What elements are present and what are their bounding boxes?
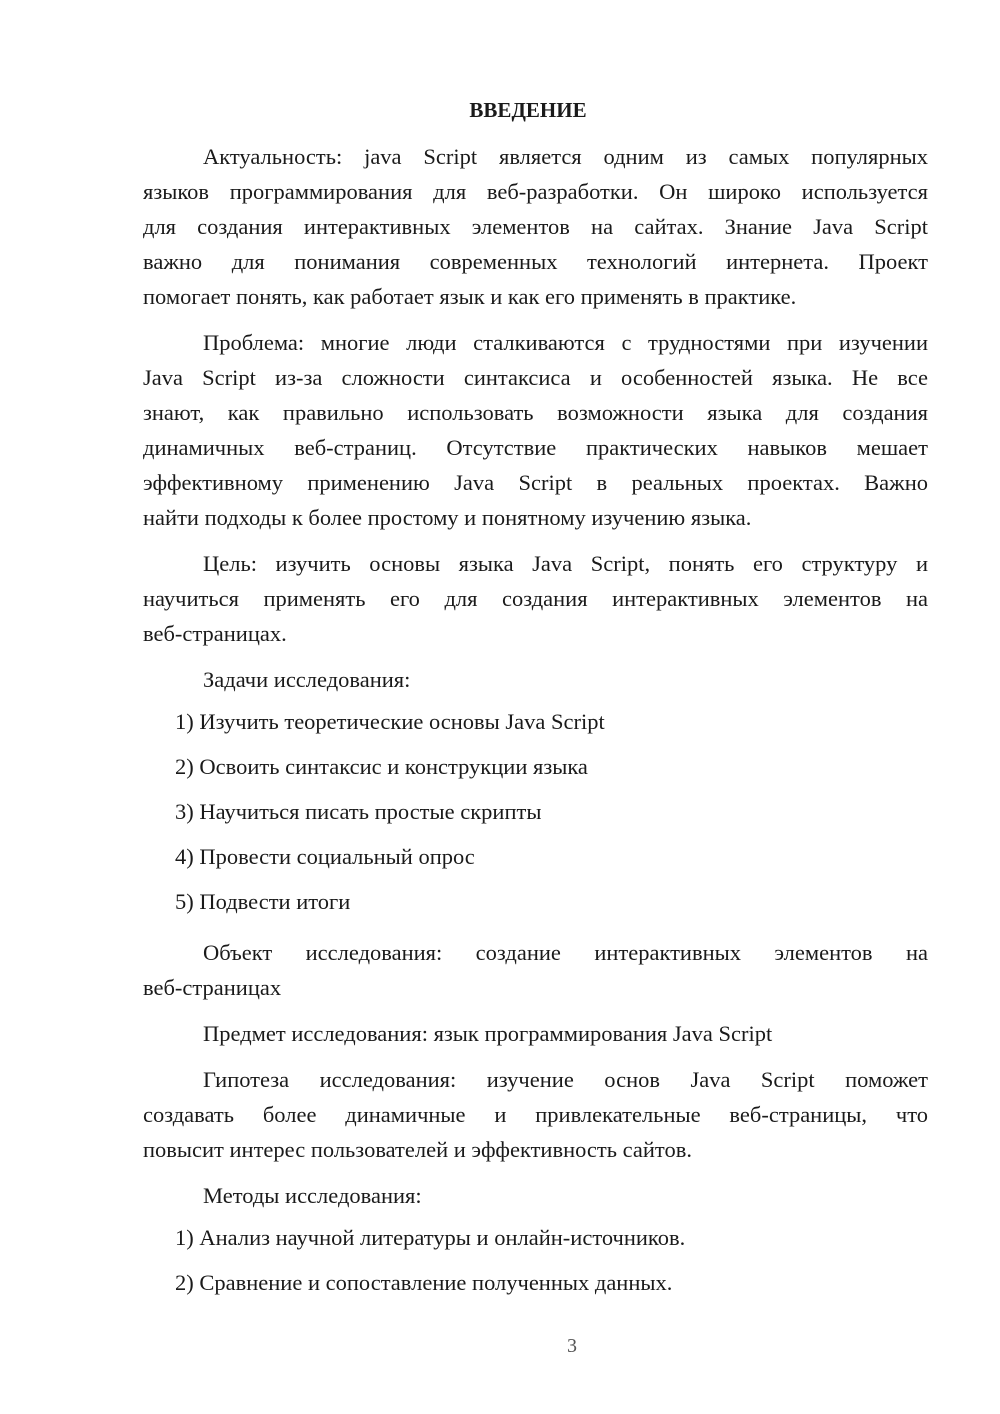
problem-paragraph xyxy=(143,325,928,535)
subject-paragraph xyxy=(143,1016,928,1051)
text-line: повысит интерес пользователей и эффективность сайтов. xyxy=(143,1137,692,1162)
methods-list xyxy=(143,1215,928,1305)
text-line: Актуальность: java Script является одним из самых популярных xyxy=(203,144,928,169)
text-line: научиться применять его для создания интерактивных элементов на xyxy=(143,586,928,611)
list-item: 2) Освоить синтаксис и конструкции языка xyxy=(175,754,588,779)
text-line: Проблема: многие люди сталкиваются с трудностями при изучении xyxy=(203,330,928,355)
text-line: Гипотеза исследования: изучение основ Java Script поможет xyxy=(203,1067,928,1092)
text-line: для создания интерактивных элементов на сайтах. Знание Java Script xyxy=(143,214,928,239)
hypothesis-paragraph xyxy=(143,1062,928,1167)
text-line: найти подходы к более простому и понятному изучению языка. xyxy=(143,505,752,530)
tasks-heading xyxy=(143,662,928,697)
text-line: Цель: изучить основы языка Java Script, понять его структуру и xyxy=(203,551,928,576)
text-line: Объект исследования: создание интерактивных элементов на xyxy=(203,940,928,965)
text-line: Предмет исследования: язык программирования Java Script xyxy=(203,1021,773,1046)
text-line: Задачи исследования: xyxy=(203,667,411,692)
list-item: 2) Сравнение и сопоставление полученных данных. xyxy=(175,1270,673,1295)
methods-heading xyxy=(143,1178,928,1213)
list-item: 5) Подвести итоги xyxy=(175,889,351,914)
text-line: веб-страницах. xyxy=(143,621,287,646)
list-item: 1) Анализ научной литературы и онлайн-источников. xyxy=(175,1225,686,1250)
page-number: 3 xyxy=(567,1335,577,1357)
text-line: помогает понять, как работает язык и как его применять в практике. xyxy=(143,284,797,309)
page-title: ВВЕДЕНИЕ xyxy=(469,98,587,122)
goal-paragraph xyxy=(143,546,928,651)
text-line: создавать более динамичные и привлекательные веб-страницы, что xyxy=(143,1102,928,1127)
text-line: веб-страницах xyxy=(143,975,282,1000)
list-item: 3) Научиться писать простые скрипты xyxy=(175,799,542,824)
list-item: 4) Провести социальный опрос xyxy=(175,844,475,869)
text-line: важно для понимания современных технологий интернета. Проект xyxy=(143,249,928,274)
text-line: динамичных веб-страниц. Отсутствие практических навыков мешает xyxy=(143,435,928,460)
document-page xyxy=(143,92,928,1305)
object-paragraph xyxy=(143,935,928,1005)
text-line: знают, как правильно использовать возможности языка для создания xyxy=(143,400,928,425)
document-body xyxy=(143,139,928,1305)
text-line: Методы исследования: xyxy=(203,1183,422,1208)
text-line: Java Script из-за сложности синтаксиса и особенностей языка. Не все xyxy=(143,365,928,390)
text-line: языков программирования для веб-разработки. Он широко используется xyxy=(143,179,928,204)
list-item: 1) Изучить теоретические основы Java Script xyxy=(175,709,605,734)
text-line: эффективному применению Java Script в реальных проектах. Важно xyxy=(143,470,928,495)
relevance-paragraph xyxy=(143,139,928,314)
tasks-list xyxy=(143,699,928,924)
